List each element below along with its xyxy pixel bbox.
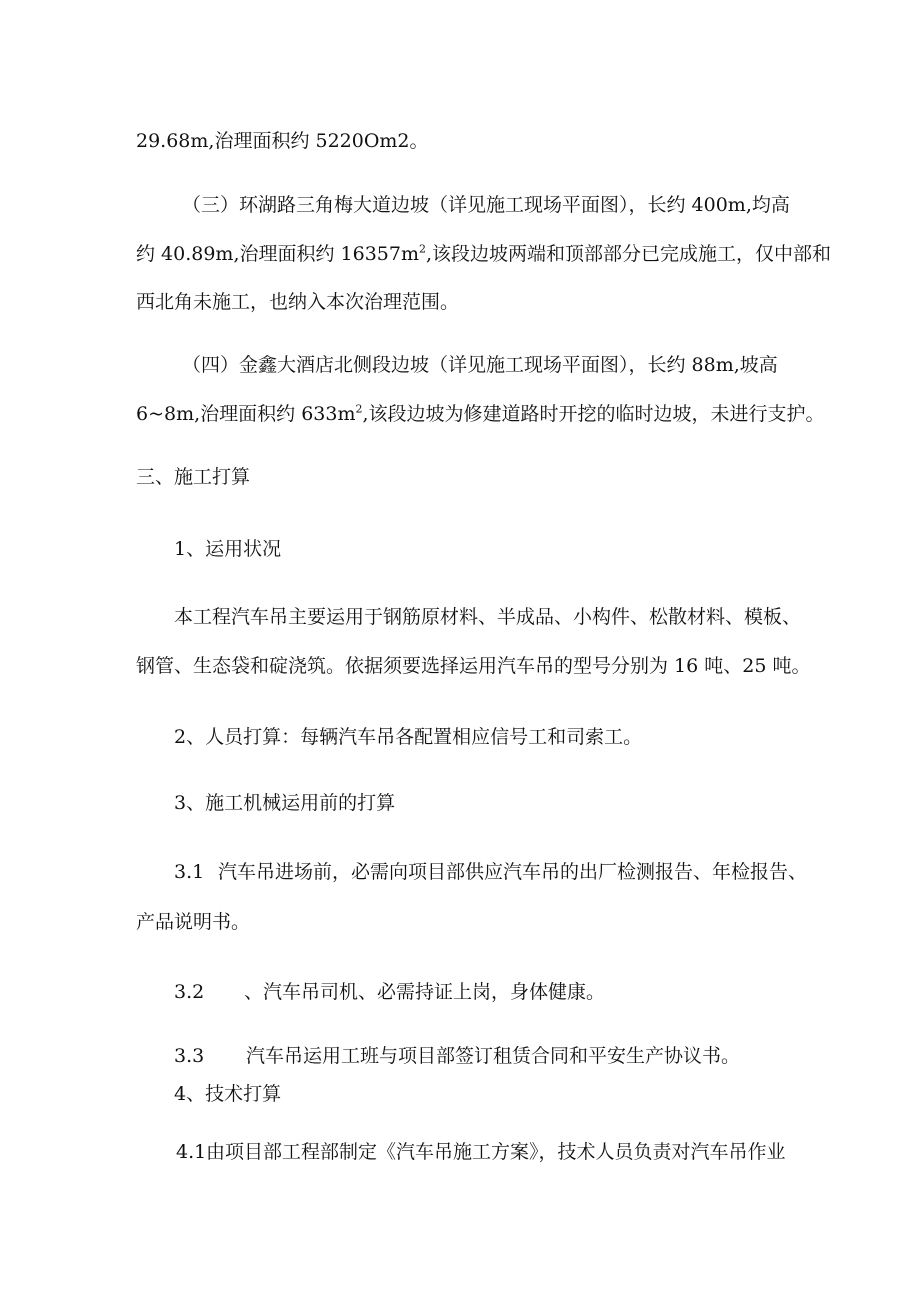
paragraph-line — [174, 980, 605, 1004]
text-segment: 汽车吊进场前，必需向项目部供应汽车吊的出厂检测报告、年检报告、 — [218, 861, 808, 883]
text-segment: 约 40.89m,治理面积约 16357m — [136, 243, 419, 265]
paragraph-line: （四）金鑫大酒店北侧段边坡（详见施工现场平面图），长约 88m,坡高 — [182, 354, 778, 376]
text-segment: ,该段边坡两端和顶部部分已完成施工，仅中部和 — [426, 243, 832, 265]
subsection-heading: 2、人员打算：每辆汽车吊各配置相应信号工和司索工。 — [174, 726, 643, 748]
item-number: 3.2 — [174, 981, 205, 1003]
text-segment: 、汽车吊司机、必需持证上岗，身体健康。 — [244, 981, 606, 1003]
subsection-heading: 4、技术打算 — [174, 1083, 282, 1105]
text-segment: 汽车吊运用工班与项目部签订租赁合同和平安生产协议书。 — [246, 1045, 741, 1067]
superscript: 2 — [419, 242, 426, 256]
item-number: 4.1 — [176, 1141, 207, 1163]
paragraph-line — [176, 1140, 786, 1164]
subsection-heading: 1、运用状况 — [174, 538, 282, 560]
paragraph-line — [174, 1044, 740, 1068]
subsection-heading: 3、施工机械运用前的打算 — [174, 792, 396, 814]
paragraph-line: （三）环湖路三角梅大道边坡（详见施工现场平面图），长约 400m,均高 — [182, 194, 790, 216]
paragraph-line: 本工程汽车吊主要运用于钢筋原材料、半成品、小构件、松散材料、模板、 — [174, 606, 802, 628]
text-segment: 6~8m,治理面积约 633m — [136, 403, 356, 425]
text-segment: 由项目部工程部制定《汽车吊施工方案》，技术人员负责对汽车吊作业 — [206, 1141, 786, 1163]
paragraph-line: 钢管、生态袋和碇浇筑。依据须要选择运用汽车吊的型号分别为 16 吨、25 吨。 — [136, 655, 811, 677]
paragraph-line: 西北角未施工，也纳入本次治理范围。 — [136, 291, 460, 313]
superscript: 2 — [355, 402, 363, 416]
section-heading: 三、施工打算 — [136, 466, 251, 488]
paragraph-line: 29.68m,治理面积约 5220Om2。 — [136, 130, 429, 152]
text-segment: ,该段边坡为修建道路时开挖的临时边坡，未进行支护。 — [362, 403, 825, 425]
paragraph-line — [174, 860, 807, 884]
paragraph-line — [136, 242, 831, 266]
item-number: 3.1 — [174, 861, 205, 883]
paragraph-line: 产品说明书。 — [136, 911, 251, 933]
paragraph-line — [136, 402, 825, 426]
item-number: 3.3 — [174, 1045, 205, 1067]
